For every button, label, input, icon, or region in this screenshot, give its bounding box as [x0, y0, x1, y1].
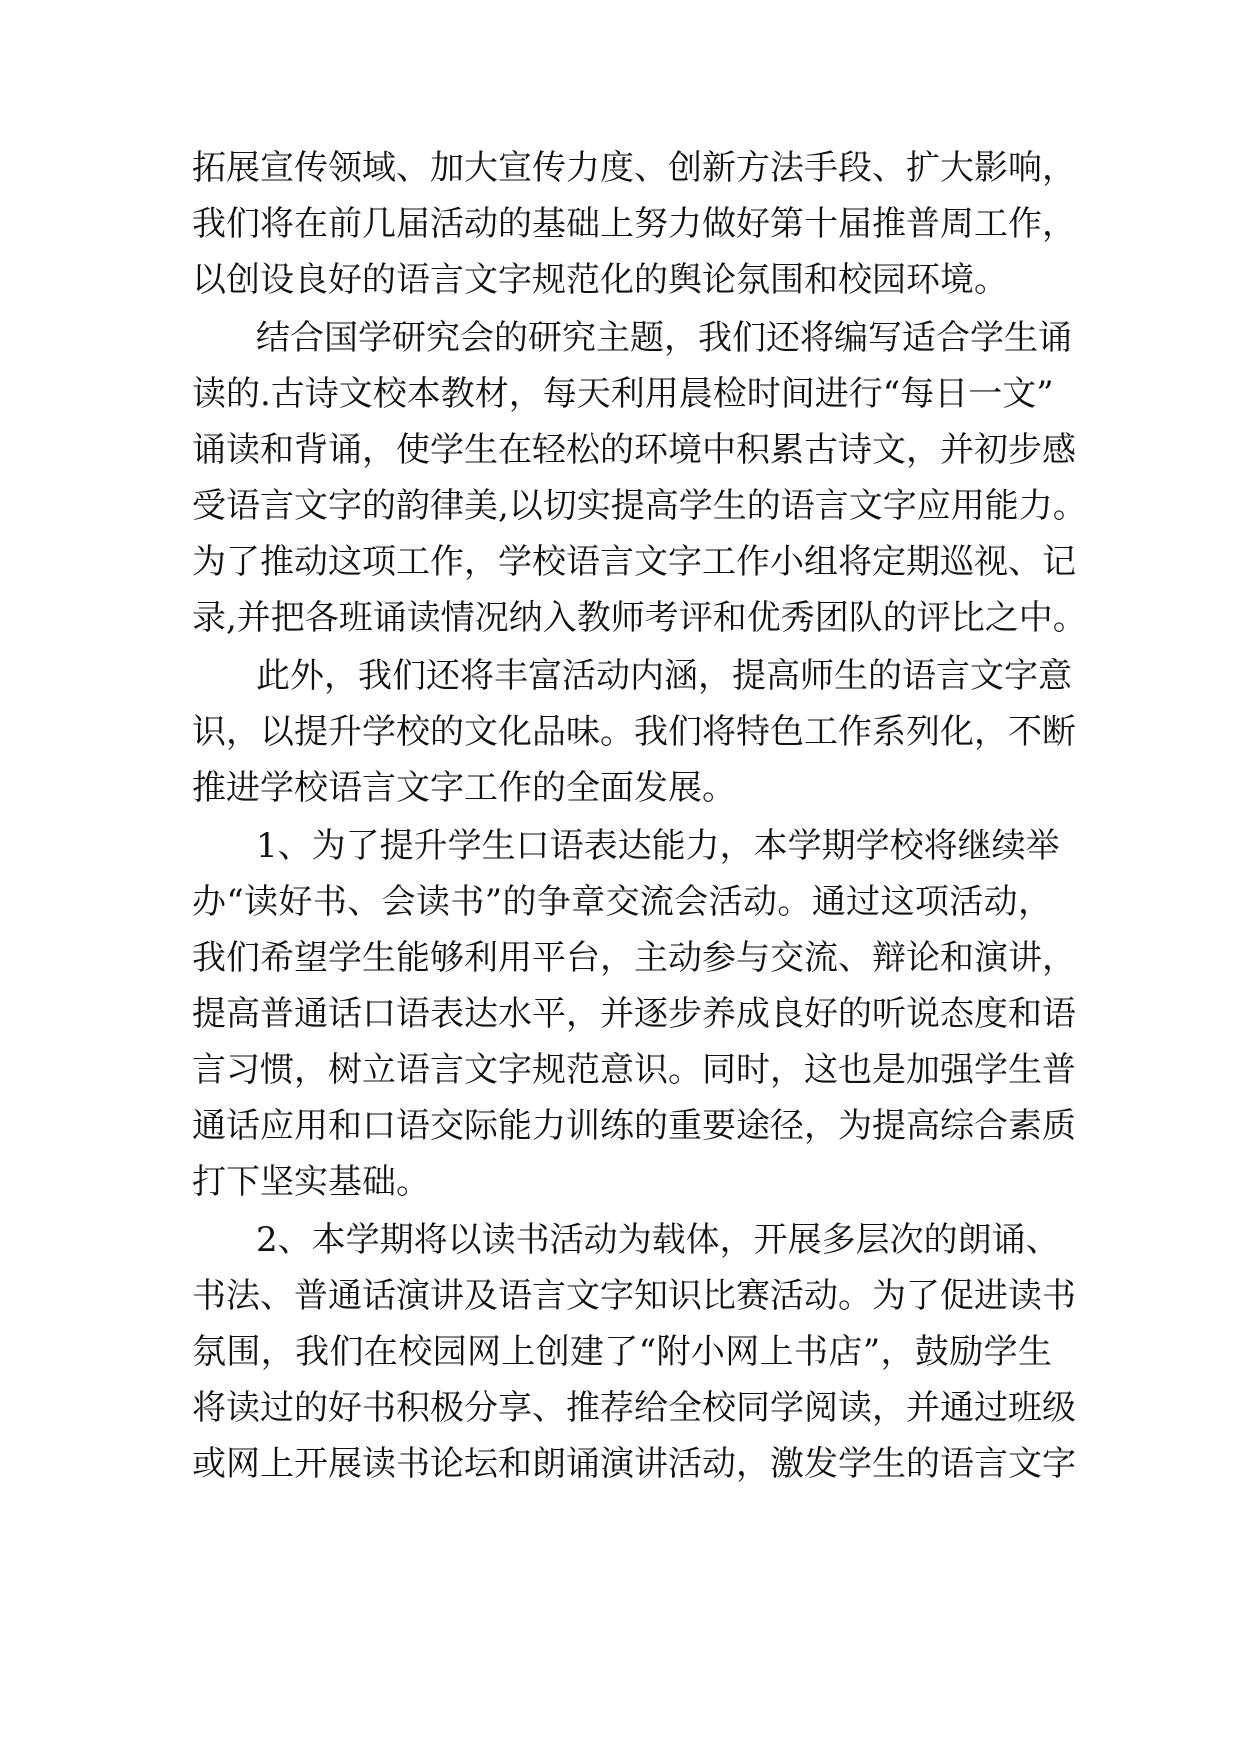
- text-line: 提高普通话口语表达水平，并逐步养成良好的听说态度和语: [192, 994, 1076, 1034]
- text-line: 以创设良好的语言文字规范化的舆论氛围和校园环境。: [192, 260, 1008, 300]
- text-line: 我们将在前几届活动的基础上努力做好第十届推普周工作，: [192, 204, 1076, 244]
- text-line: 打下坚实基础。: [192, 1162, 430, 1202]
- text-line: 结合国学研究会的研究主题，我们还将编写适合学生诵: [256, 318, 1072, 358]
- text-line: 通话应用和口语交际能力训练的重要途径，为提高综合素质: [192, 1106, 1076, 1146]
- text-line: 将读过的好书积极分享、推荐给全校同学阅读，并通过班级: [192, 1388, 1076, 1428]
- text-line: 受语言文字的韵律美,以切实提高学生的语言文字应用能力。: [192, 486, 1087, 526]
- text-line: 书法、普通话演讲及语言文字知识比赛活动。为了促进读书: [192, 1276, 1076, 1316]
- text-line: 拓展宣传领域、加大宣传力度、创新方法手段、扩大影响，: [192, 148, 1076, 188]
- text-line: 识，以提升学校的文化品味。我们将特色工作系列化，不断: [192, 712, 1076, 752]
- text-line: 言习惯，树立语言文字规范意识。同时，这也是加强学生普: [192, 1050, 1076, 1090]
- text-line: 为了推动这项工作，学校语言文字工作小组将定期巡视、记: [192, 542, 1076, 582]
- text-line: 录,并把各班诵读情况纳入教师考评和优秀团队的评比之中。: [192, 598, 1087, 638]
- text-line: 2、本学期将以读书活动为载体，开展多层次的朗诵、: [256, 1220, 1060, 1260]
- text-line: 读的.古诗文校本教材，每天利用晨检时间进行“每日一文”: [192, 374, 1054, 414]
- text-line: 我们希望学生能够利用平台，主动参与交流、辩论和演讲，: [192, 938, 1076, 978]
- text-line: 或网上开展读书论坛和朗诵演讲活动，激发学生的语言文字: [192, 1444, 1076, 1484]
- text-line: 办“读好书、会读书”的争章交流会活动。通过这项活动，: [192, 882, 1052, 922]
- text-line: 此外，我们还将丰富活动内涵，提高师生的语言文字意: [256, 656, 1072, 696]
- text-line: 氛围，我们在校园网上创建了“附小网上书店”，鼓励学生: [192, 1332, 1052, 1372]
- text-line: 推进学校语言文字工作的全面发展。: [192, 768, 736, 808]
- text-line: 诵读和背诵，使学生在轻松的环境中积累古诗文，并初步感: [192, 430, 1076, 470]
- text-line: 1、为了提升学生口语表达能力，本学期学校将继续举: [256, 826, 1060, 866]
